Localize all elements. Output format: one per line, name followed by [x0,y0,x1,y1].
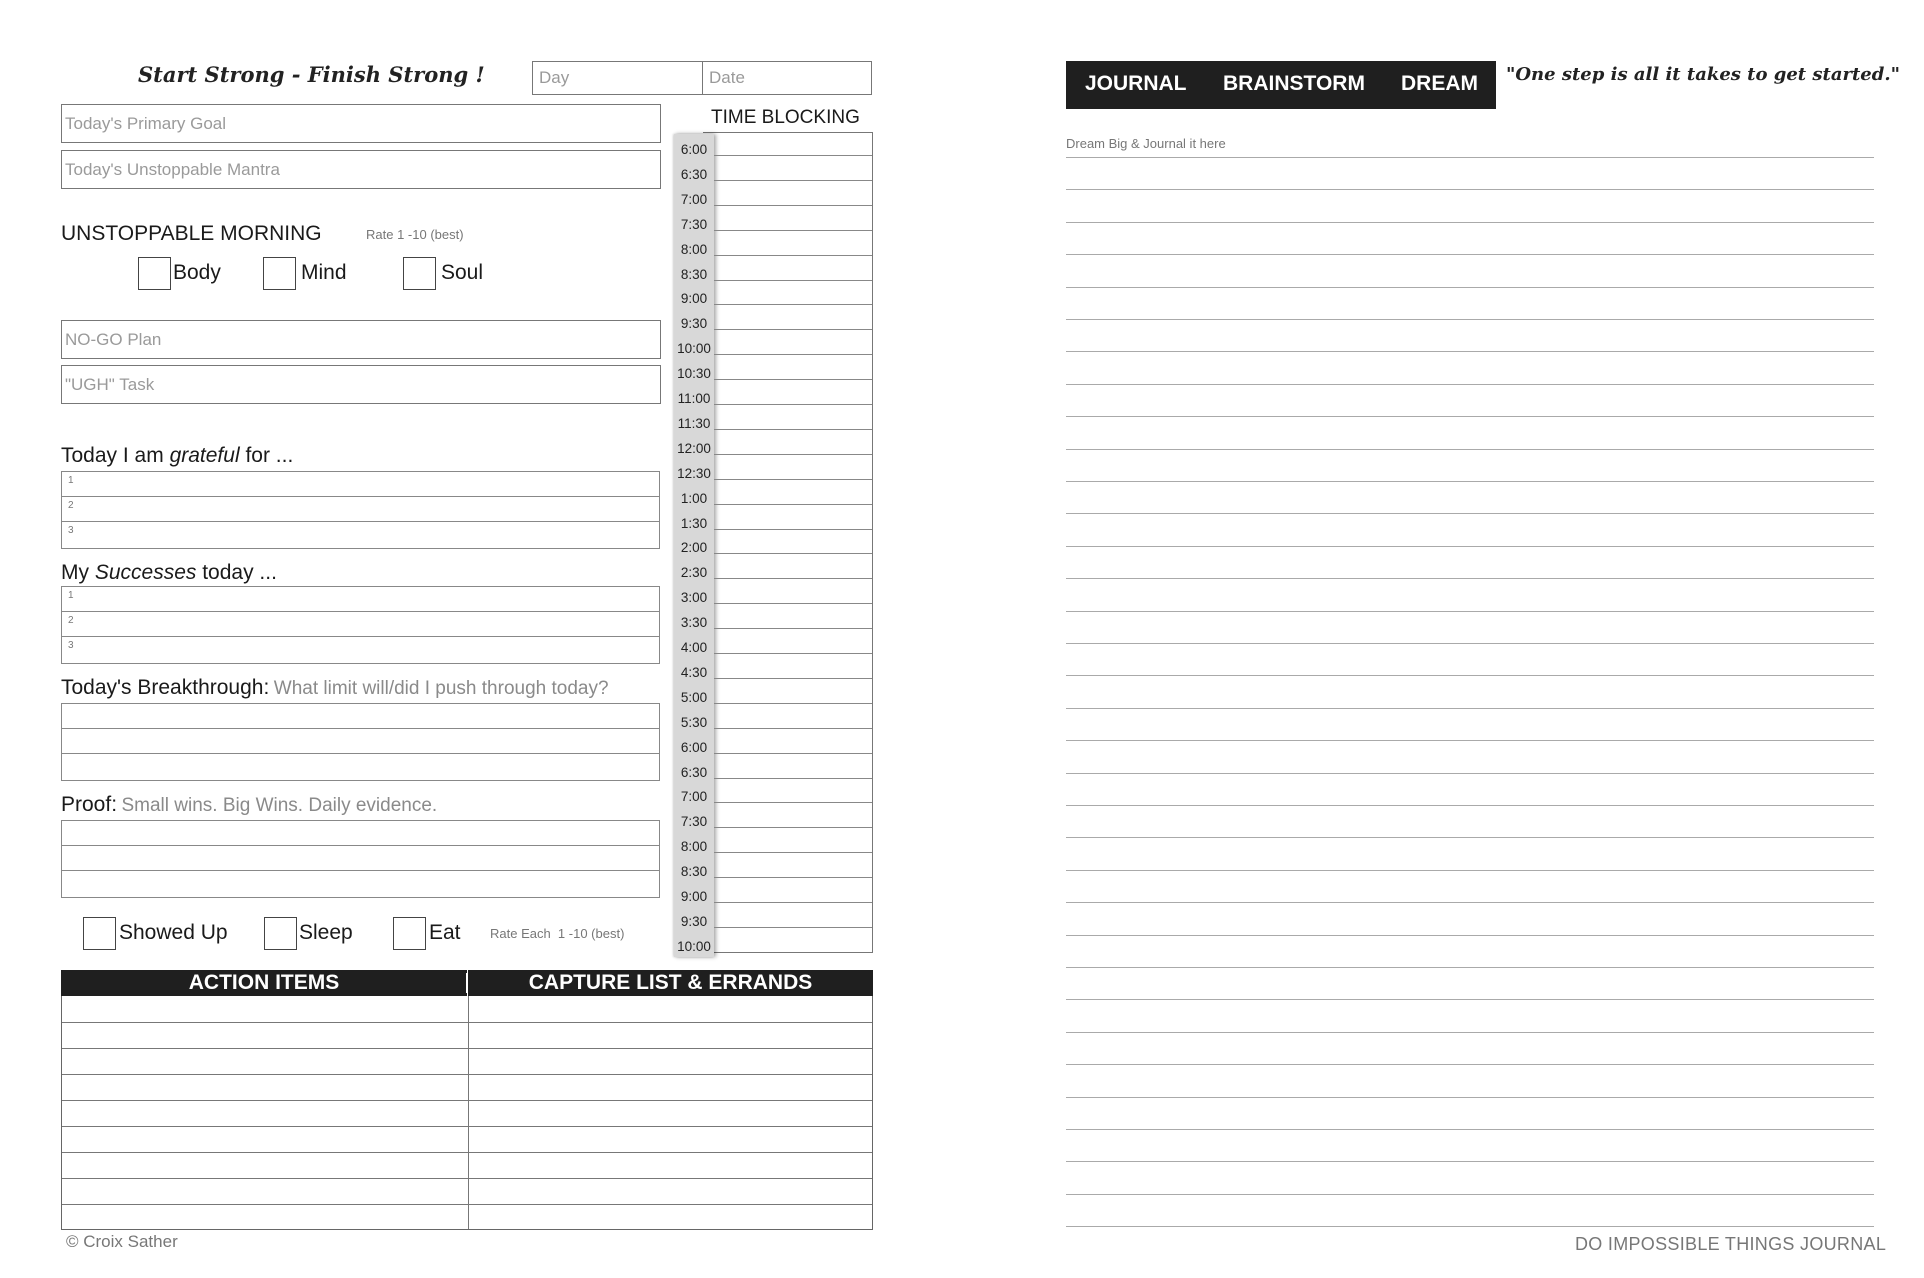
primary-goal-field[interactable] [61,104,661,143]
nogo-plan-placeholder: NO-GO Plan [65,330,162,349]
grateful-em: grateful [169,444,240,467]
journal-line[interactable] [1066,1161,1874,1162]
time-slot-line[interactable] [714,778,872,779]
time-slot-line[interactable] [714,304,872,305]
header-divider [466,973,468,993]
journal-line[interactable] [1066,351,1874,352]
day-placeholder: Day [539,68,570,87]
table-row-line[interactable] [62,1126,872,1127]
time-slot-line[interactable] [714,578,872,579]
mantra-placeholder: Today's Unstoppable Mantra [65,160,280,179]
capture-list-header: CAPTURE LIST & ERRANDS [468,970,873,996]
journal-line[interactable] [1066,773,1874,774]
table-row-line[interactable] [62,1100,872,1101]
time-slot-label: 3:30 [680,615,708,631]
breakthrough-hint: What limit will/did I push through today? [273,678,609,699]
time-slot-label: 2:00 [680,540,708,556]
day-field[interactable] [532,61,703,95]
time-slot-line[interactable] [714,205,872,206]
grateful-heading [61,444,293,468]
journal-line[interactable] [1066,611,1874,612]
journal-line[interactable] [1066,416,1874,417]
table-row-line[interactable] [62,1048,872,1049]
journal-line[interactable] [1066,513,1874,514]
time-slot-label: 5:00 [680,689,708,705]
time-slot-label: 7:00 [680,789,708,805]
table-column-divider [468,996,469,1229]
mind-checkbox[interactable] [263,257,296,290]
time-slot-line[interactable] [714,902,872,903]
journal-line[interactable] [1066,222,1874,223]
time-slot-label: 12:30 [677,465,711,481]
time-slot-label: 10:00 [677,938,711,954]
time-slot-label: 9:00 [680,889,708,904]
journal-line[interactable] [1066,1064,1874,1065]
time-slot-label: 7:30 [680,814,708,830]
time-slot-line[interactable] [714,404,872,405]
grateful-pre: Today I am [61,444,170,467]
journal-line[interactable] [1066,254,1874,255]
eat-checkbox[interactable] [393,917,426,950]
proof-lines[interactable] [61,820,660,898]
proof-heading [61,793,437,817]
grateful-post: for ... [239,444,294,467]
table-row-line[interactable] [62,1204,872,1205]
time-slot-line[interactable] [714,454,872,455]
eat-label: Eat [429,921,461,944]
morning-title: UNSTOPPABLE MORNING [61,222,322,245]
time-slot-label: 11:00 [677,391,711,406]
grateful-list[interactable] [61,471,660,549]
journal-line[interactable] [1066,935,1874,936]
journal-line[interactable] [1066,287,1874,288]
ugh-task-placeholder: "UGH" Task [65,375,155,394]
proof-label: Proof: [61,793,118,816]
sleep-checkbox[interactable] [264,917,297,950]
journal-line[interactable] [1066,740,1874,741]
time-slot-label: 8:00 [680,839,708,855]
journal-line[interactable] [1066,449,1874,450]
time-slot-label: 10:00 [677,341,711,357]
journal-line[interactable] [1066,902,1874,903]
grateful-row[interactable]: 2 [62,497,659,522]
journal-line[interactable] [1066,319,1874,320]
journal-line[interactable] [1066,708,1874,709]
journal-line[interactable] [1066,384,1874,385]
primary-goal-placeholder: Today's Primary Goal [65,114,227,133]
table-row-line[interactable] [62,1178,872,1179]
time-slot-line[interactable] [714,354,872,355]
time-slot-label: 8:30 [680,864,708,880]
successes-list[interactable] [61,586,660,664]
time-slot-label: 3:00 [680,590,708,606]
time-slot-line[interactable] [714,379,872,380]
time-slot-label: 8:30 [680,266,708,282]
time-slot-line[interactable] [714,877,872,878]
time-slot-line[interactable] [714,703,872,704]
tab-journal[interactable]: JOURNAL [1085,72,1187,95]
successes-heading [61,561,277,585]
time-blocking-title: TIME BLOCKING [711,107,860,128]
time-slot-label: 9:00 [680,291,708,307]
journal-line[interactable] [1066,189,1874,190]
time-slot-line[interactable] [714,255,872,256]
time-slot-label: 7:00 [680,191,708,207]
successes-row[interactable]: 1 [62,587,659,612]
mantra-field[interactable] [61,150,661,189]
journal-line[interactable] [1066,1129,1874,1130]
action-items-header: ACTION ITEMS [61,970,467,996]
time-slot-line[interactable] [714,603,872,604]
time-slot-label: 7:30 [680,216,708,232]
time-slot-line[interactable] [714,155,872,156]
table-row-line[interactable] [62,1022,872,1023]
grateful-row[interactable]: 3 [68,525,74,536]
journal-line[interactable] [1066,805,1874,806]
journal-line[interactable] [1066,1226,1874,1227]
journal-footer: DO IMPOSSIBLE THINGS JOURNAL [1575,1234,1887,1254]
time-slot-line[interactable] [714,180,872,181]
time-slot-line[interactable] [714,230,872,231]
soul-label: Soul [441,261,484,284]
successes-post: today ... [196,561,277,584]
time-slot-line[interactable] [714,504,872,505]
breakthrough-label: Today's Breakthrough: [61,676,270,699]
time-slot-label: 6:00 [680,142,708,157]
proof-row[interactable] [62,821,659,846]
journal-line[interactable] [1066,999,1874,1000]
proof-row[interactable] [62,871,659,896]
time-slot-label: 9:30 [680,316,708,332]
time-slot-line[interactable] [714,628,872,629]
time-slot-line[interactable] [714,827,872,828]
journal-line[interactable] [1066,643,1874,644]
mind-label: Mind [301,261,347,284]
date-field[interactable] [702,61,872,95]
journal-line[interactable] [1066,837,1874,838]
date-placeholder: Date [709,68,745,87]
journal-line[interactable] [1066,481,1874,482]
showed-up-label: Showed Up [119,921,228,944]
time-slot-line[interactable] [714,479,872,480]
time-slot-label: 1:30 [680,515,708,531]
table-row-line[interactable] [62,1074,872,1075]
successes-row[interactable]: 3 [68,640,74,651]
copyright: © Croix Sather [66,1232,178,1251]
quote: "One step is all it takes to get started." [1506,64,1900,85]
time-slot-label: 12:00 [677,440,711,456]
body-checkbox[interactable] [138,257,171,290]
successes-em: Successes [94,561,197,584]
morning-rate-note: Rate 1 -10 (best) [366,227,464,242]
time-slot-label: 6:00 [680,739,708,755]
time-slot-line[interactable] [714,927,872,928]
soul-checkbox[interactable] [403,257,436,290]
time-slot-line[interactable] [714,653,872,654]
breakthrough-heading [61,676,609,700]
nogo-plan-field[interactable] [61,320,661,359]
successes-row[interactable]: 2 [62,612,659,637]
grateful-row[interactable]: 1 [62,472,659,497]
time-slot-label: 1:00 [680,490,708,506]
journal-line[interactable] [1066,870,1874,871]
time-slot-line[interactable] [714,753,872,754]
time-slot-line[interactable] [714,529,872,530]
time-slot-line[interactable] [714,852,872,853]
checks-rate-note: Rate Each 1 -10 (best) [490,926,625,941]
breakthrough-row[interactable] [62,729,659,754]
breakthrough-row[interactable] [62,704,659,729]
breakthrough-lines[interactable] [61,703,660,781]
journal-line[interactable] [1066,1032,1874,1033]
time-slot-label: 11:30 [677,415,711,431]
journal-line[interactable] [1066,157,1874,158]
time-slot-line[interactable] [714,802,872,803]
time-slot-label: 4:00 [680,640,708,655]
breakthrough-row[interactable] [62,754,659,779]
journal-line[interactable] [1066,546,1874,547]
time-slot-line[interactable] [714,280,872,281]
time-slot-line[interactable] [714,678,872,679]
journal-line[interactable] [1066,675,1874,676]
table-row-line[interactable] [62,1152,872,1153]
time-column [674,134,714,957]
time-slot-label: 2:30 [680,565,708,581]
successes-pre: My [61,561,95,584]
time-slot-line[interactable] [714,728,872,729]
ugh-task-field[interactable] [61,365,661,404]
time-slot-line[interactable] [714,553,872,554]
tab-brainstorm[interactable]: BRAINSTORM [1223,72,1365,95]
time-slot-label: 8:00 [680,241,708,257]
journal-line[interactable] [1066,967,1874,968]
time-slot-label: 5:30 [680,714,708,730]
time-slot-label: 6:30 [680,764,708,780]
journal-line[interactable] [1066,578,1874,579]
sleep-label: Sleep [299,921,353,944]
time-slot-line[interactable] [714,329,872,330]
time-slot-label: 4:30 [680,664,708,680]
time-slot-label: 10:30 [677,366,711,382]
time-slot-label: 6:30 [680,166,708,182]
motto: Start Strong - Finish Strong ! [138,62,485,87]
tab-dream[interactable]: DREAM [1401,72,1478,95]
proof-hint: Small wins. Big Wins. Daily evidence. [121,795,438,816]
body-label: Body [173,261,221,284]
action-items-table[interactable] [61,996,873,1230]
proof-row[interactable] [62,846,659,871]
journal-line[interactable] [1066,1194,1874,1195]
time-slot-label: 9:30 [680,913,708,929]
journal-prompt: Dream Big & Journal it here [1066,136,1226,151]
showed-up-checkbox[interactable] [83,917,116,950]
journal-line[interactable] [1066,1097,1874,1098]
time-slot-line[interactable] [714,429,872,430]
